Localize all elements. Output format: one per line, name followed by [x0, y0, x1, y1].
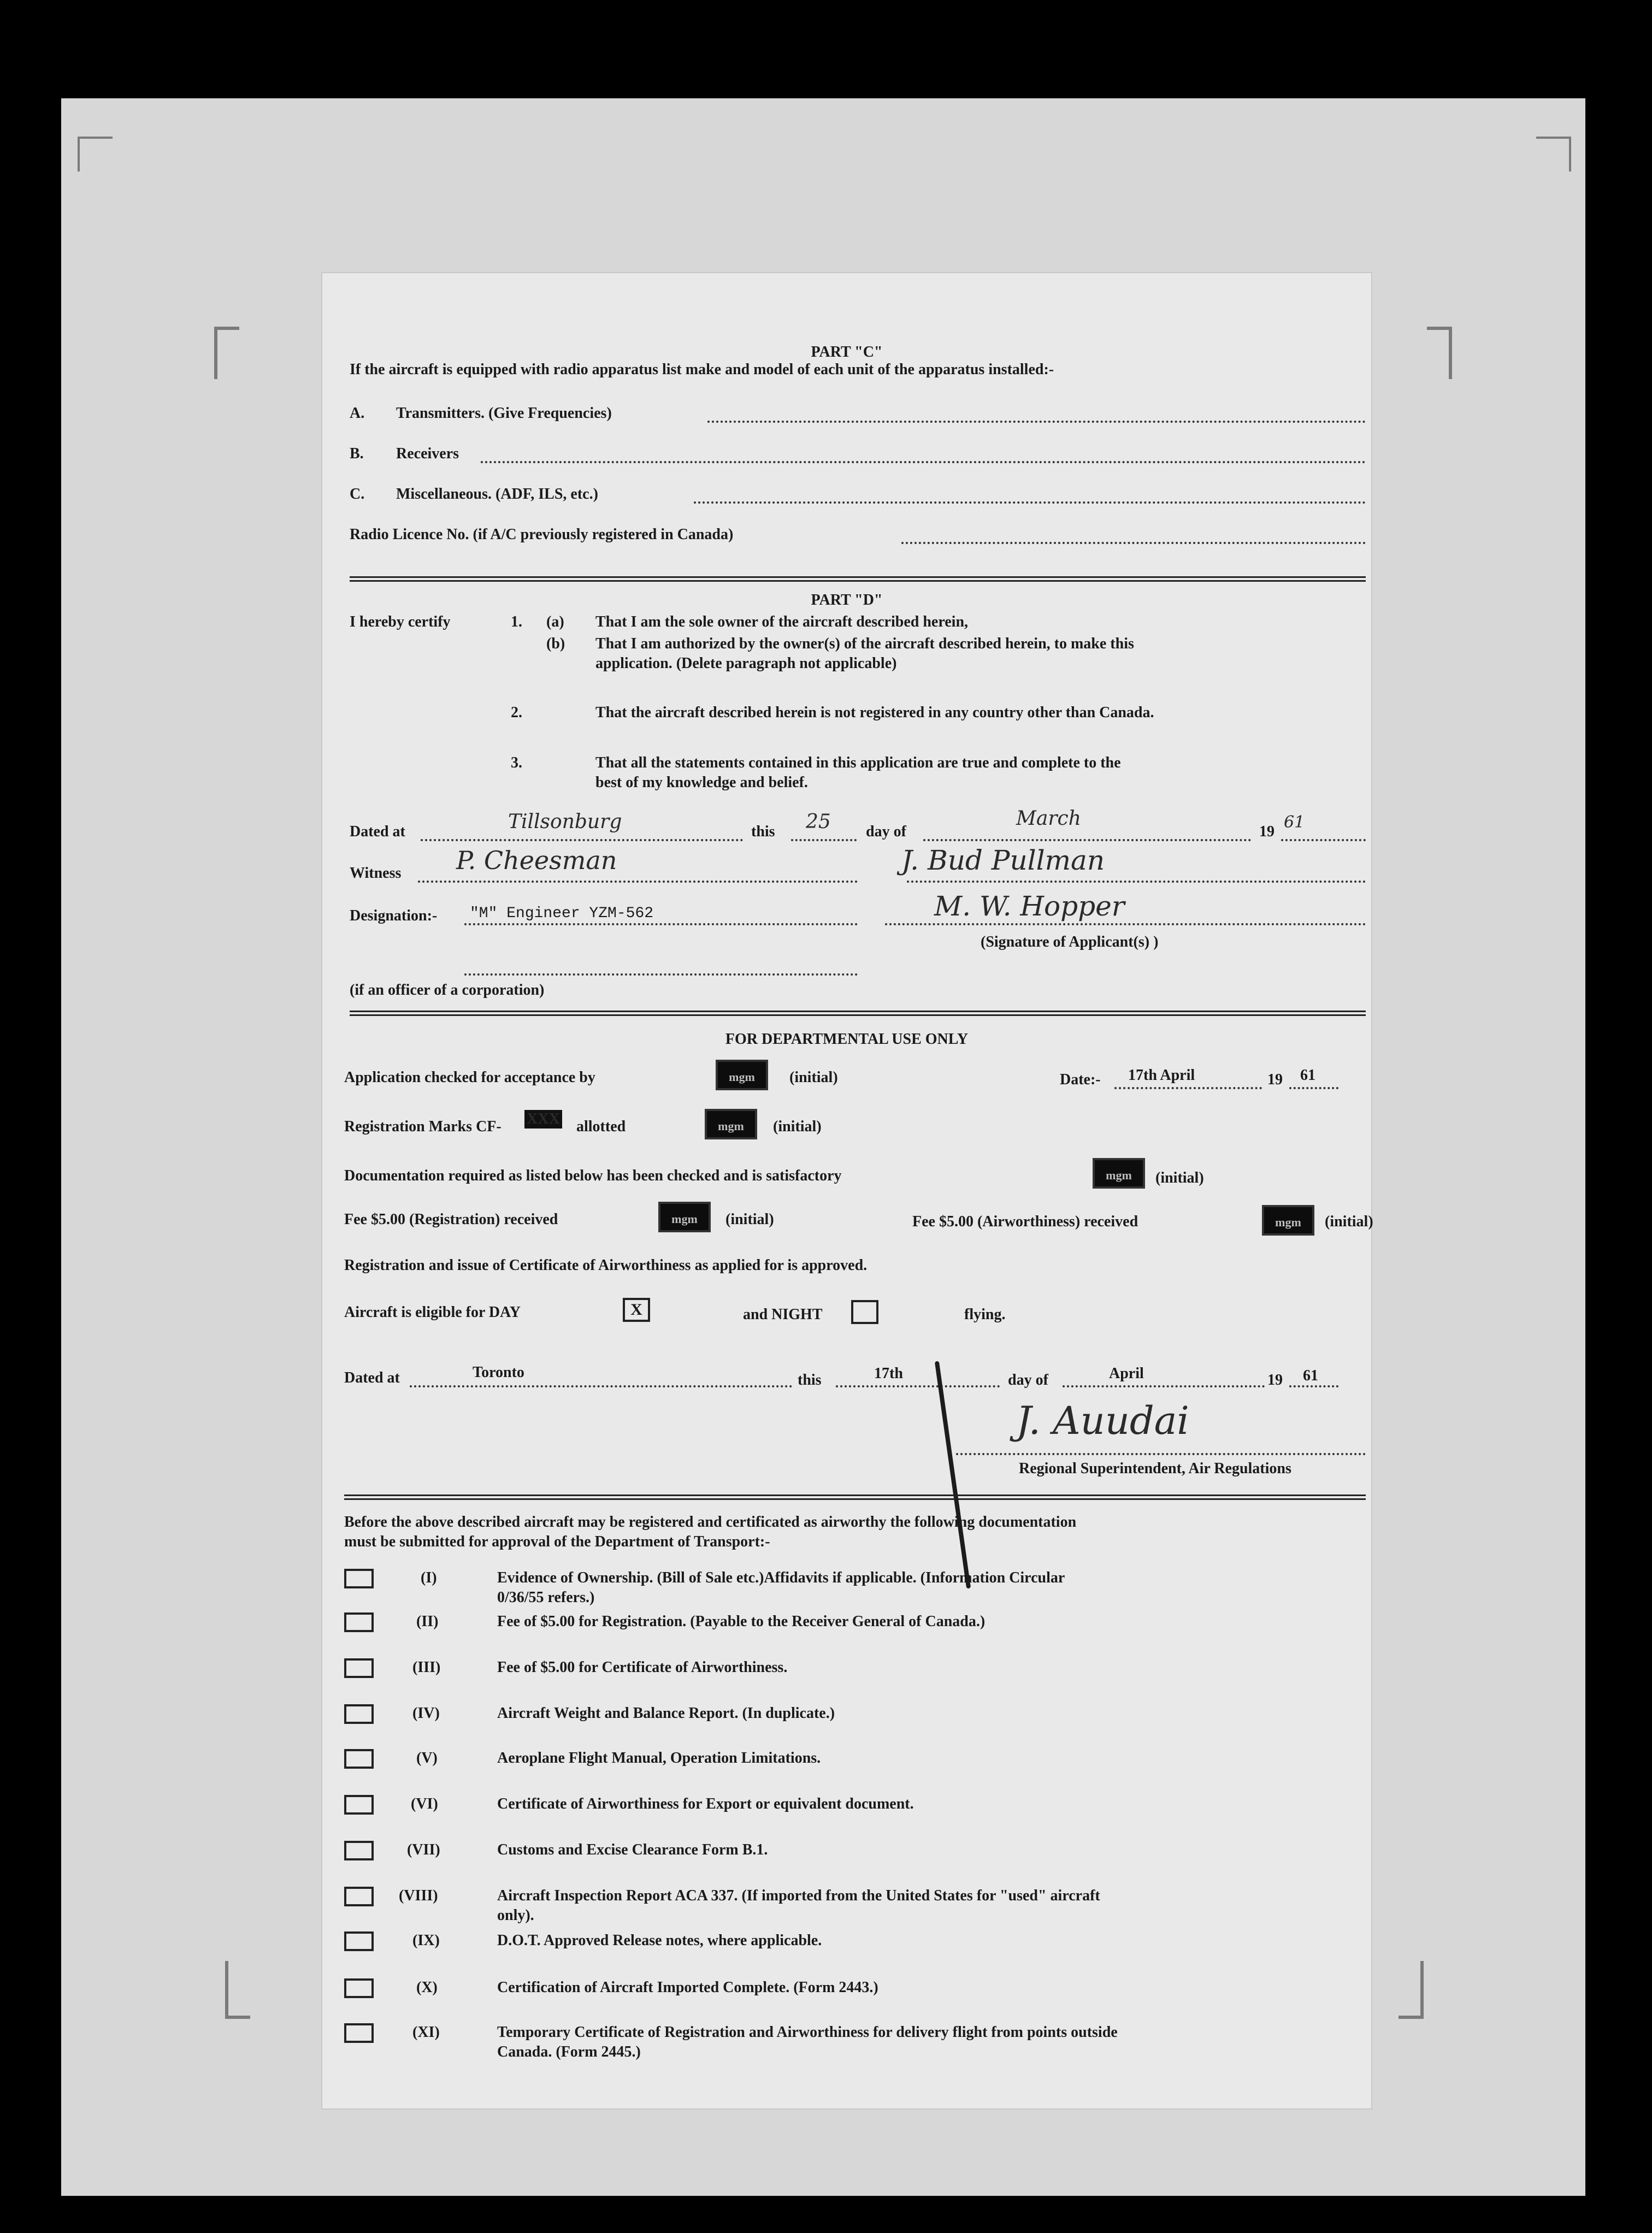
fee-airworthiness-stamp: mgm — [1262, 1205, 1314, 1236]
eligible-day-label: Aircraft is eligible for DAY — [344, 1304, 521, 1321]
crop-mark — [214, 327, 239, 379]
item-b-text: That I am authorized by the owner(s) of the aircraft described herein, to make this — [595, 635, 1134, 652]
doc-number: (VIII) — [399, 1887, 438, 1904]
crop-mark — [1536, 137, 1571, 172]
row-a-letter: A. — [350, 405, 365, 422]
dept-day-value: 17th — [874, 1365, 903, 1382]
item-3-text-cont: best of my knowledge and belief. — [595, 774, 808, 791]
receivers-line — [481, 461, 1366, 463]
application-checked-label: Application checked for acceptance by — [344, 1069, 595, 1086]
item-2-number: 2. — [511, 704, 522, 721]
dept-this-label: this — [798, 1372, 822, 1389]
doc-text: Certification of Aircraft Imported Complete. (Form 2443.) — [497, 1979, 878, 1996]
crop-mark — [1427, 327, 1452, 379]
radio-licence-line — [901, 542, 1366, 544]
year-handwritten: 61 — [1284, 813, 1305, 832]
transmitters-label: Transmitters. (Give Frequencies) — [396, 405, 612, 422]
doc-text: Fee of $5.00 for Registration. (Payable to the Receiver General of Canada.) — [497, 1613, 986, 1630]
documentation-initial-stamp: mgm — [1093, 1158, 1145, 1189]
doc-text: Customs and Excise Clearance Form B.1. — [497, 1841, 768, 1858]
certify-label: I hereby certify — [350, 613, 451, 630]
crop-mark — [225, 1961, 250, 2019]
fee-registration-stamp: mgm — [658, 1202, 711, 1232]
doc-number: (XI) — [412, 2024, 440, 2041]
dept-month-line — [1063, 1385, 1265, 1387]
designation-line — [464, 923, 858, 925]
doc-checkbox-6[interactable] — [344, 1795, 374, 1815]
superintendent-line — [956, 1453, 1366, 1455]
item-b-text-cont: application. (Delete paragraph not applicable) — [595, 655, 897, 672]
registration-issue-label: Registration and issue of Certificate of Airworthiness as applied for is approved. — [344, 1257, 868, 1274]
doc-text: D.O.T. Approved Release notes, where applicable. — [497, 1932, 822, 1949]
day-of-label: day of — [866, 823, 906, 840]
night-checkbox[interactable] — [851, 1300, 878, 1324]
doc-text: Aeroplane Flight Manual, Operation Limitations. — [497, 1750, 821, 1767]
date-value: 17th April — [1128, 1067, 1195, 1084]
allotted-initial-stamp: mgm — [705, 1109, 757, 1139]
doc-checkbox-7[interactable] — [344, 1841, 374, 1860]
applicant-signature-2: M. W. Hopper — [934, 890, 1125, 922]
registration-marks-value: XXX — [524, 1110, 562, 1129]
registration-marks-label: Registration Marks CF- — [344, 1118, 502, 1135]
witness-label: Witness — [350, 865, 402, 882]
signature-label: (Signature of Applicant(s) ) — [981, 934, 1159, 950]
item-3-text: That all the statements contained in this application are true and complete to the — [595, 754, 1121, 771]
row-c-letter: C. — [350, 486, 365, 503]
item-2-text: That the aircraft described herein is not registered in any country other than Canada. — [595, 704, 1154, 721]
initial-label: (initial) — [773, 1118, 822, 1135]
officer-label: (if an officer of a corporation) — [350, 982, 545, 999]
docs-intro-cont: must be submitted for approval of the Department of Transport:- — [344, 1533, 770, 1550]
applicant-line-1 — [907, 881, 1366, 883]
initial-label: (initial) — [789, 1069, 838, 1086]
doc-checkbox-2[interactable] — [344, 1612, 374, 1632]
designation-value: "M" Engineer YZM-562 — [470, 905, 654, 922]
item-b-marker: (b) — [546, 635, 565, 652]
dept-month-value: April — [1109, 1365, 1144, 1382]
date-year-prefix: 19 — [1267, 1071, 1283, 1088]
crop-mark — [1399, 1961, 1424, 2019]
doc-number: (IV) — [412, 1705, 440, 1722]
doc-number: (II) — [416, 1613, 439, 1630]
divider — [350, 576, 1366, 582]
part-d-title: PART "D" — [811, 592, 883, 609]
dept-year-line — [1289, 1385, 1338, 1387]
item-a-text: That I am the sole owner of the aircraft described herein, — [595, 613, 969, 630]
doc-checkbox-10[interactable] — [344, 1978, 374, 1998]
item-1-number: 1. — [511, 613, 522, 630]
day-line — [791, 839, 857, 841]
part-c-title: PART "C" — [811, 344, 883, 361]
fee-registration-label: Fee $5.00 (Registration) received — [344, 1211, 558, 1228]
allotted-label: allotted — [576, 1118, 626, 1135]
designation-label: Designation:- — [350, 907, 438, 924]
date-label: Date:- — [1060, 1071, 1101, 1088]
checked-initial-stamp: mgm — [716, 1060, 768, 1090]
doc-text: Fee of $5.00 for Certificate of Airworthiness. — [497, 1659, 788, 1676]
doc-number: (V) — [416, 1750, 438, 1767]
initial-label: (initial) — [1155, 1169, 1204, 1186]
departmental-title: FOR DEPARTMENTAL USE ONLY — [725, 1031, 969, 1048]
doc-checkbox-4[interactable] — [344, 1704, 374, 1724]
doc-number: (VII) — [407, 1841, 440, 1858]
dated-at-label: Dated at — [350, 823, 405, 840]
month-line — [923, 839, 1251, 841]
doc-number: (VI) — [411, 1795, 438, 1812]
witness-line — [418, 881, 858, 883]
doc-checkbox-11[interactable] — [344, 2023, 374, 2043]
transmitters-line — [707, 421, 1366, 423]
witness-signature: P. Cheesman — [456, 846, 617, 875]
doc-text-cont: only). — [497, 1907, 534, 1924]
this-label: this — [751, 823, 775, 840]
docs-intro: Before the above described aircraft may be registered and certificated as airworthy the following documentation — [344, 1514, 1077, 1531]
crop-mark — [78, 137, 113, 172]
doc-number: (I) — [421, 1569, 437, 1586]
date-year-value: 61 — [1300, 1067, 1315, 1084]
documentation-label: Documentation required as listed below has been checked and is satisfactory — [344, 1167, 842, 1184]
doc-number: (X) — [416, 1979, 438, 1996]
dept-year-prefix: 19 — [1267, 1372, 1283, 1389]
doc-text: Aircraft Inspection Report ACA 337. (If imported from the United States for "used" aircraft — [497, 1887, 1100, 1904]
dated-at-line — [421, 839, 743, 841]
superintendent-signature: J. Auudai — [1016, 1398, 1189, 1443]
date-line — [1114, 1087, 1262, 1089]
part-c-intro: If the aircraft is equipped with radio apparatus list make and model of each unit of the apparatus installed:- — [350, 361, 1054, 378]
divider — [350, 1011, 1366, 1016]
year-prefix: 19 — [1259, 823, 1275, 840]
dept-day-line — [836, 1385, 1000, 1387]
initial-label: (initial) — [1325, 1213, 1373, 1230]
doc-checkbox-8[interactable] — [344, 1887, 374, 1906]
doc-checkbox-9[interactable] — [344, 1931, 374, 1951]
doc-checkbox-1[interactable] — [344, 1569, 374, 1588]
applicant-line-2 — [885, 923, 1366, 925]
doc-number: (IX) — [412, 1932, 440, 1949]
doc-text: Aircraft Weight and Balance Report. (In duplicate.) — [497, 1705, 835, 1722]
doc-text: Certificate of Airworthiness for Export or equivalent document. — [497, 1795, 914, 1812]
day-handwritten: 25 — [806, 811, 831, 833]
applicant-signature-1: J. Bud Pullman — [901, 844, 1105, 876]
night-label: and NIGHT — [743, 1306, 823, 1323]
dept-dated-at-line — [410, 1385, 792, 1387]
date-year-line — [1289, 1087, 1338, 1089]
miscellaneous-label: Miscellaneous. (ADF, ILS, etc.) — [396, 486, 598, 503]
doc-checkbox-3[interactable] — [344, 1658, 374, 1678]
item-a-marker: (a) — [546, 613, 564, 630]
doc-text-cont: Canada. (Form 2445.) — [497, 2043, 641, 2060]
divider — [344, 1494, 1366, 1500]
initial-label: (initial) — [725, 1211, 774, 1228]
day-checkbox[interactable]: X — [623, 1298, 650, 1322]
doc-text: Temporary Certificate of Registration and Airworthiness for delivery flight from points outside — [497, 2024, 1118, 2041]
row-b-letter: B. — [350, 445, 364, 462]
flying-label: flying. — [964, 1306, 1006, 1323]
dept-year-value: 61 — [1303, 1367, 1318, 1384]
dept-day-of-label: day of — [1008, 1372, 1048, 1389]
doc-checkbox-5[interactable] — [344, 1749, 374, 1769]
doc-text: Evidence of Ownership. (Bill of Sale etc.)Affidavits if applicable. (Information Circular — [497, 1569, 1065, 1586]
doc-number: (III) — [412, 1659, 441, 1676]
fee-airworthiness-label: Fee $5.00 (Airworthiness) received — [912, 1213, 1138, 1230]
superintendent-label: Regional Superintendent, Air Regulations — [1019, 1460, 1291, 1477]
dept-dated-place: Toronto — [473, 1364, 524, 1381]
officer-line — [464, 973, 858, 976]
miscellaneous-line — [694, 501, 1366, 504]
signature-stroke — [935, 1361, 971, 1588]
item-3-number: 3. — [511, 754, 522, 771]
dated-place-handwritten: Tillsonburg — [508, 811, 622, 833]
radio-licence-label: Radio Licence No. (if A/C previously registered in Canada) — [350, 526, 734, 543]
application-form-page — [322, 273, 1371, 2108]
dept-dated-at-label: Dated at — [344, 1369, 400, 1386]
doc-text-cont: 0/36/55 refers.) — [497, 1589, 595, 1606]
receivers-label: Receivers — [396, 445, 459, 462]
year-line — [1281, 839, 1366, 841]
month-handwritten: March — [1016, 807, 1081, 830]
